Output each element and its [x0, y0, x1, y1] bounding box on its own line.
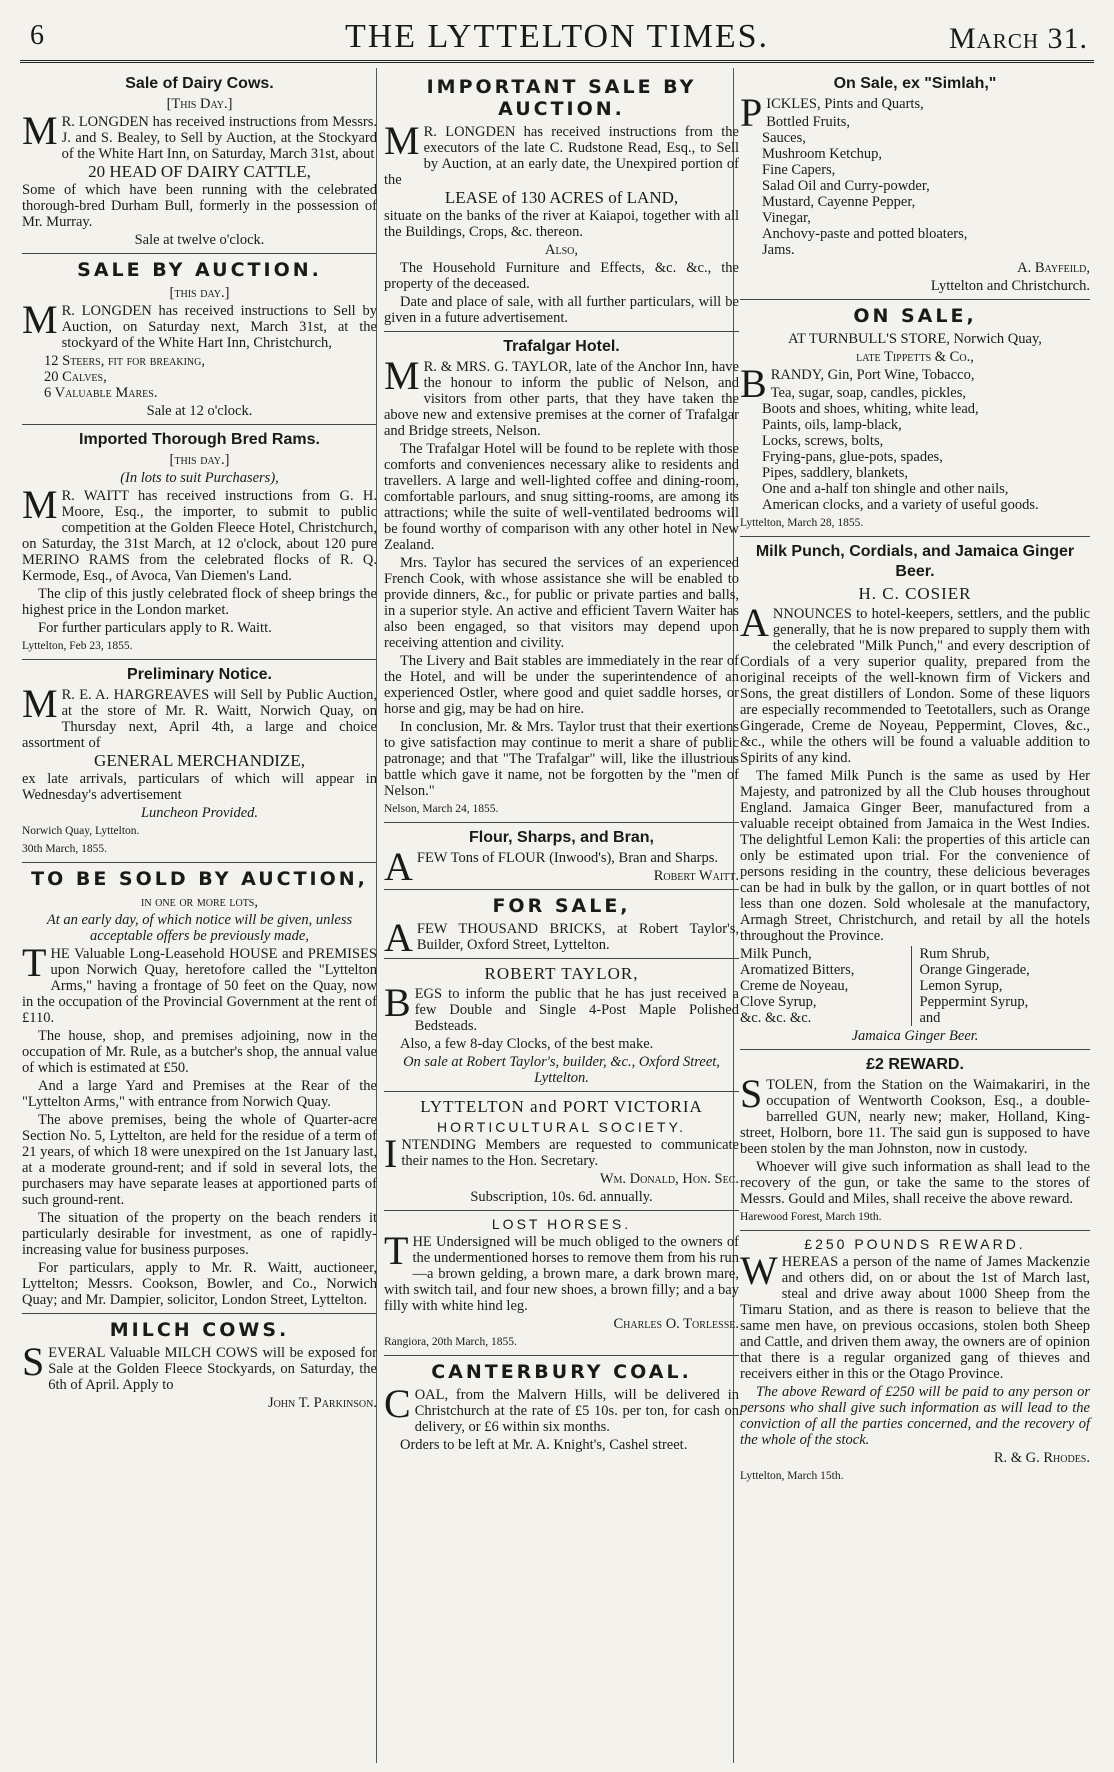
ad-canterbury-coal [384, 1361, 739, 1453]
ad-bricks [384, 895, 739, 960]
item-list [762, 114, 1090, 258]
drop-cap: M [22, 108, 58, 153]
ad-heading: On Sale, ex "Simlah," [833, 75, 997, 92]
ad-sale-by-auction [22, 259, 377, 419]
ad-time: Sale at 12 o'clock. [146, 403, 253, 419]
column-2 [384, 72, 739, 1455]
ad-body: M R. LONGDEN has received instructions to Sell by Auction, on Saturday next, March 31st, at the stockyard of the White Hart Inn, Christchurch, [22, 297, 377, 351]
ad-date: 30th March, 1855. [22, 843, 107, 855]
divider [22, 1313, 377, 1314]
ad-heading: SALE BY AUCTION. [77, 259, 322, 281]
ad-reward-250 [740, 1236, 1090, 1484]
ad-body: The above premises, being the whole of Quarter-acre Section No. 5, Lyttelton, are held for the residue of a term of 21 years, of which 18 were unexpired on the 1st January last, at a moderate ground-rent; and if sold in several lots, the purchasers may have separate leases at apportioned parts of such ground-rent. [22, 1112, 377, 1208]
ad-heading: £250 POUNDS REWARD. [804, 1236, 1026, 1252]
ad-time: Sale at twelve o'clock. [134, 232, 265, 248]
ad-body: M R. E. A. HARGREAVES will Sell by Public Auction, at the store of Mr. R. Waitt, Norwich Quay, on Thursday next, April 4th, a large and choice assortment of [22, 681, 377, 751]
ad-date: Rangiora, 20th March, 1855. [384, 1336, 517, 1348]
list-item: &c. &c. &c. [740, 1010, 812, 1026]
item-list [762, 385, 1090, 513]
ad-signature: Robert Waitt. [653, 868, 739, 884]
list-item: 12 Steers, fit for breaking, [44, 353, 205, 369]
ad-heading: IMPORTANT SALE BY AUCTION. [426, 76, 697, 120]
drop-cap: C [384, 1381, 411, 1426]
ad-subheading: AT TURNBULL'S STORE, Norwich Quay, [788, 331, 1042, 347]
ad-body: BRANDY, Gin, Port Wine, Tobacco, [740, 361, 975, 406]
ad-signature: Wm. Donald, Hon. Sec. [599, 1171, 739, 1187]
divider [384, 1355, 739, 1356]
ad-date: Lyttelton, March 28, 1855. [740, 517, 864, 529]
masthead-rule [20, 60, 1094, 63]
ad-heading: ROBERT TAYLOR, [484, 964, 639, 983]
ad-date: Lyttelton, Feb 23, 1855. [22, 640, 133, 652]
ad-body: Date and place of sale, with all further particulars, will be given in a future advertisement. [384, 294, 739, 326]
list-item: Salad Oil and Curry-powder, [762, 178, 930, 194]
ad-body: Orders to be left at Mr. A. Knight's, Cashel street. [400, 1437, 688, 1453]
ad-signature: John T. Parkinson. [267, 1395, 377, 1411]
divider [22, 253, 377, 254]
list-item: Orange Gingerade, [919, 962, 1030, 978]
newspaper-title: THE LYTTELTON TIMES. [344, 18, 770, 55]
divider [384, 822, 739, 823]
issue-date: March 31. [948, 22, 1088, 55]
ad-body: Some of which have been running with the celebrated thorough-bred Durham Bull, formerly in the possession of Mr. Murray. [22, 182, 377, 230]
list-item: Milk Punch, [740, 946, 812, 962]
drop-cap: M [22, 297, 58, 342]
ad-body: ANNOUNCES to hotel-keepers, settlers, and the public generally, that he is now prepared to supply them with the celebrated "Milk Punch," and every description of Cordials of a very superior quality, prepared from the original receipts of the well-known firm of Vickers and Sons, the great distillers of London. Some of these liquors are especially recommended to Teetotallers, such as Orange Gingerade, Creme de Noyeau, Peppermint, Cloves, &c., &c., while the others will be found a valuable addition to Spirits of any kind. [740, 600, 1090, 766]
ad-body: Also, a few 8-day Clocks, of the best make. [400, 1036, 654, 1052]
drop-cap: A [384, 915, 413, 960]
ad-heading: Sale of Dairy Cows. [125, 75, 274, 92]
ad-body: The situation of the property on the beach renders it particularly desirable for investment, as one of rapidly-increasing value for business purposes. [22, 1210, 377, 1258]
ad-body: The Household Furniture and Effects, &c. &c., the property of the deceased. [384, 260, 739, 292]
ad-important-sale [384, 76, 739, 326]
list-item: Aromatized Bitters, [740, 962, 855, 978]
list-item: Paints, oils, lamp-black, [762, 417, 902, 433]
masthead [20, 10, 1094, 55]
divider [384, 331, 739, 332]
ad-place: Lyttelton and Christchurch. [930, 278, 1090, 294]
list-item: 20 Calves, [44, 369, 107, 385]
drop-cap: T [384, 1228, 409, 1273]
ad-milch-cows [22, 1319, 377, 1411]
divider [384, 958, 739, 959]
divider [22, 862, 377, 863]
ad-heading: LOST HORSES. [491, 1216, 632, 1232]
ad-highlight: LEASE of 130 ACRES of LAND, [444, 188, 679, 207]
list-item: Creme de Noyeau, [740, 978, 849, 994]
list-item: Mustard, Cayenne Pepper, [762, 194, 916, 210]
ad-subheading: [this day.] [169, 285, 230, 301]
ad-dairy-cows [22, 74, 377, 248]
ad-robert-taylor [384, 964, 739, 1086]
ad-heading: HORTICULTURAL SOCIETY. [436, 1119, 687, 1135]
ad-heading: LYTTELTON and PORT VICTORIA [420, 1097, 703, 1116]
drop-cap: A [384, 844, 413, 889]
list-item: Mushroom Ketchup, [762, 146, 883, 162]
ad-date: Nelson, March 24, 1855. [384, 803, 499, 815]
drop-cap: P [740, 90, 763, 135]
ad-body: Mrs. Taylor has secured the services of an experienced French Cook, with whose assistance she will be enabled to provide dinners, &c., for public or private parties and balls, in a superior style. An active and efficient Tavern Waiter has also been engaged, so that visitors may depend upon receiving attention and civility. [384, 555, 739, 651]
ad-body: AFEW Tons of FLOUR (Inwood's), Bran and Sharps. [384, 844, 719, 889]
ad-footer: Jamaica Ginger Beer. [851, 1028, 979, 1044]
ad-turnbull-store [740, 305, 1090, 531]
list-item: Boots and shoes, whiting, white lead, [762, 401, 979, 417]
list-item: 6 Valuable Mares. [44, 385, 158, 401]
ad-subheading: (In lots to suit Purchasers), [120, 470, 279, 486]
ad-subheading: At an early day, of which notice will be given, unless acceptable offers be previously made, [46, 912, 353, 944]
ad-subheading: H. C. COSIER [858, 584, 972, 603]
ad-date: Harewood Forest, March 19th. [740, 1211, 882, 1223]
ad-rams [22, 430, 377, 654]
list-item: Bottled Fruits, [766, 114, 851, 130]
ad-body: For further particulars apply to R. Waitt. [38, 620, 272, 636]
list-item: Peppermint Syrup, [919, 994, 1029, 1010]
list-item: and [919, 1010, 941, 1026]
ad-milk-punch [740, 542, 1090, 1044]
divider [384, 1091, 739, 1092]
divider [740, 1230, 1090, 1231]
list-item: Pipes, saddlery, blankets, [762, 465, 909, 481]
ad-heading: MILCH COWS. [109, 1319, 290, 1341]
ad-place: Norwich Quay, Lyttelton. [22, 825, 140, 837]
ad-body: BEGS to inform the public that he has just received a few Double and Single 4-Post Maple Polished Bedsteads. [384, 980, 739, 1034]
ad-subheading: late Tippetts & Co., [856, 349, 974, 365]
drop-cap: B [740, 361, 767, 406]
drop-cap: S [740, 1071, 763, 1116]
ad-horticultural [384, 1097, 739, 1205]
ad-lost-horses [384, 1216, 739, 1350]
drop-cap: A [740, 600, 769, 645]
ad-note: Luncheon Provided. [140, 805, 259, 821]
ad-body: The house, shop, and premises adjoining, now in the occupation of Mr. Rule, as a butcher's shop, the annual value of which is estimated at £50. [22, 1028, 377, 1076]
ad-flour [384, 828, 739, 889]
divider [740, 536, 1090, 537]
column-1 [22, 72, 377, 1413]
ad-subheading: [This Day.] [166, 96, 233, 112]
divider [740, 299, 1090, 300]
divider [384, 1210, 739, 1211]
ad-body: COAL, from the Malvern Hills, will be delivered in Christchurch at the rate of £5 10s. per ton, for cash on delivery, or £6 within six months. [384, 1381, 739, 1435]
divider [22, 424, 377, 425]
ad-trafalgar-hotel [384, 337, 739, 817]
ad-body: The Trafalgar Hotel will be found to be replete with those comforts and conveniences necessary alike to residents and travellers. A large and well-lighted coffee and dining-room, comfortable parlours, and snug sitting-rooms, are among its attractions; while the suite of well-ventilated bedrooms will be found worthy of comparison with any other hotel in New Zealand. [384, 441, 739, 553]
ad-body: THE Undersigned will be much obliged to the owners of the undermentioned horses to remove them from his run—a brown gelding, a brown mare, a dark brown mare, with switch tail, and four new shoes, a brown filly; and a bay filly with white hind leg. [384, 1228, 739, 1314]
ad-body: On sale at Robert Taylor's, builder, &c., Oxford Street, Lyttelton. [403, 1054, 720, 1086]
ad-preliminary-notice [22, 665, 377, 857]
ad-highlight: 20 HEAD OF DAIRY CATTLE, [88, 162, 311, 181]
ad-heading: £2 REWARD. [866, 1056, 964, 1073]
list-item: American clocks, and a variety of useful goods. [762, 497, 1039, 513]
list-item: Jams. [762, 242, 795, 258]
ad-date: Lyttelton, March 15th. [740, 1470, 844, 1482]
ad-body: SEVERAL Valuable MILCH COWS will be exposed for Sale at the Golden Fleece Stockyards, on Saturday, the 6th of April. Apply to [22, 1339, 377, 1393]
drop-cap: M [384, 118, 420, 163]
product-list-right [920, 946, 1091, 1026]
ad-body: WHEREAS a person of the name of James Mackenzie and others did, on or about the 1st of March last, steal and drive away about 1000 Sheep from the Timaru Station, and as there is reason to believe that the same men have, on previous occasions, stolen both Sheep and Cattle, and driven them away, the owners are of opinion that there is a regular organized gang of thieves and receivers either in this or the Otago Province. [740, 1248, 1090, 1382]
ad-highlight: GENERAL MERCHANDIZE, [94, 751, 305, 770]
ad-body: Whoever will give such information as shall lead to the recovery of the gun, or take the same to the stores of Messrs. Gould and Miles, shall receive the above reward. [740, 1159, 1090, 1207]
ad-body: And a large Yard and Premises at the Rear of the "Lyttelton Arms," with entrance from Norwich Quay. [22, 1078, 377, 1110]
ad-body: M R. & MRS. G. TAYLOR, late of the Anchor Inn, have the honour to inform the public of Nelson, and visitors from other parts, that they have taken the above new and extensive premises at the corner of Trafalgar and Bridge streets, Nelson. [384, 353, 739, 439]
ad-body: The clip of this justly celebrated flock of sheep brings the highest price in the London market. [22, 586, 377, 618]
ad-body: The famed Milk Punch is the same as used by Her Majesty, and patronized by all the Club houses throughout England. Jamaica Ginger Beer, manufactured from a valuable receipt obtained from Jamaica in the West Indies. The delightful Lemon Kali: the properties of this article can only be estimated upon trial. For the convenience of persons residing in the country, these delicious beverages can be had in bulk by the gallon, or in quart bottles of not less than one dozen. Sold wholesale at the manufactory, Armagh Street, Christchurch, and retail by all the hotels throughout the Province. [740, 768, 1090, 944]
ad-heading: ON SALE, [853, 305, 977, 327]
drop-cap: S [22, 1339, 45, 1384]
ad-body: In conclusion, Mr. & Mrs. Taylor trust that their exertions to give satisfaction may continue to merit a share of public patronage; and that "The Trafalgar" will, like the illustrious battle which gave it name, not be forgotten by the "men of Nelson." [384, 719, 739, 799]
list-item: Anchovy-paste and potted bloaters, [762, 226, 968, 242]
ad-signature: R. & G. Rhodes. [993, 1450, 1090, 1466]
ad-house-auction [22, 868, 377, 1308]
divider [740, 1049, 1090, 1050]
ad-body: Subscription, 10s. 6d. annually. [470, 1189, 653, 1205]
column-3 [740, 72, 1090, 1486]
product-table [740, 946, 1090, 1026]
divider [22, 659, 377, 660]
list-item: Frying-pans, glue-pots, spades, [762, 449, 943, 465]
ad-body: M R. LONGDEN has received instructions from the executors of the late C. Rudstone Read, Esq., to Sell by Auction, at an early date, the Unexpired portion of the [384, 118, 739, 188]
ad-heading: TO BE SOLD BY AUCTION, [31, 868, 368, 890]
drop-cap: M [22, 681, 58, 726]
ad-body: The above Reward of £250 will be paid to any person or persons who shall give such information as will lead to the conviction of all the parties concerned, and the recovery of the whole of the stock. [740, 1384, 1090, 1448]
ad-subheading: [this day.] [169, 452, 230, 468]
ad-heading: FOR SALE, [492, 895, 631, 917]
list-item: Lemon Syrup, [919, 978, 1003, 994]
divider [384, 889, 739, 890]
ad-heading: Milk Punch, Cordials, and Jamaica Ginger Beer. [755, 543, 1075, 580]
ad-heading: Imported Thorough Bred Rams. [79, 431, 320, 448]
list-item: Tea, sugar, soap, candles, pickles, [770, 385, 966, 401]
list-item: Clove Syrup, [740, 994, 817, 1010]
list-item: Vinegar, [762, 210, 811, 226]
ad-body: AFEW THOUSAND BRICKS, at Robert Taylor's, Builder, Oxford Street, Lyttelton. [384, 915, 739, 960]
ad-signature: Charles O. Torlesse. [613, 1316, 739, 1332]
list-item: Fine Capers, [762, 162, 836, 178]
ad-body: STOLEN, from the Station on the Waimakariri, in the occupation of Wentworth Cookson, Esq., a double-barrelled GUN, nearly new; maker, Holland, King-street, Holborn, bore 11. The said gun is supposed to have been stolen by the man Johnston, now in custody. [740, 1071, 1090, 1157]
drop-cap: T [22, 940, 47, 985]
ad-body: THE Valuable Long-Leasehold HOUSE and PREMISES upon Norwich Quay, heretofore called the "Lyttelton Arms," having a frontage of 50 feet on the Quay, now in the occupation of the Provincial Government at the rent of £110. [22, 940, 377, 1026]
item-list [44, 353, 377, 401]
ad-body: ex late arrivals, particulars of which will appear in Wednesday's advertisement [22, 771, 377, 803]
ad-subheading: in one or more lots, [140, 894, 258, 910]
drop-cap: B [384, 980, 411, 1025]
page-number: 6 [30, 20, 44, 51]
list-item: Locks, screws, bolts, [762, 433, 884, 449]
drop-cap: W [740, 1248, 778, 1293]
ad-heading: CANTERBURY COAL. [431, 1361, 692, 1383]
list-item: Rum Shrub, [919, 946, 990, 962]
ad-signature: A. Bayfeild, [1017, 260, 1090, 276]
ad-body: The Livery and Bait stables are immediately in the rear of the Hotel, and will be under the superintendence of an experienced Ostler, where good and quiet saddle horses, or horse and gig, may be had on hire. [384, 653, 739, 717]
ad-body: M R. WAITT has received instructions from G. H. Moore, Esq., the importer, to submit to public competition at the Golden Fleece Hotel, Christchurch, on Saturday, the 31st March, at 12 o'clock, about 120 pure MERINO RAMS from the celebrated flocks of R. Q. Kermode, Esq., of Avoca, Van Diemen's Land. [22, 482, 377, 584]
ad-body: INTENDING Members are requested to communicate their names to the Hon. Secretary. [384, 1131, 739, 1176]
drop-cap: M [384, 353, 420, 398]
ad-body: Also, [545, 242, 578, 258]
ad-body: situate on the banks of the river at Kaiapoi, together with all the Buildings, Crops, &c. thereon. [384, 208, 739, 240]
ad-body: PICKLES, Pints and Quarts, [740, 90, 924, 135]
ad-body: M R. LONGDEN has received instructions from Messrs. J. and S. Bealey, to Sell by Auction, at the Stockyard of the White Hart Inn, on Saturday, March 31st, about [22, 108, 377, 162]
ad-simlah [740, 74, 1090, 294]
drop-cap: M [22, 482, 58, 527]
drop-cap: I [384, 1131, 398, 1176]
ad-heading: Preliminary Notice. [127, 666, 272, 683]
ad-reward-2 [740, 1055, 1090, 1225]
list-item: Sauces, [762, 130, 806, 146]
product-list-left [740, 946, 912, 1026]
ad-body: For particulars, apply to Mr. R. Waitt, auctioneer, Lyttelton; Messrs. Cookson, Bowler, and Co., Norwich Quay; and Mr. Dampier, solicitor, London Street, Lyttelton. [22, 1260, 377, 1308]
list-item: One and a-half ton shingle and other nails, [762, 481, 1009, 497]
ad-heading: Trafalgar Hotel. [503, 338, 620, 355]
ad-heading: Flour, Sharps, and Bran, [469, 829, 654, 846]
